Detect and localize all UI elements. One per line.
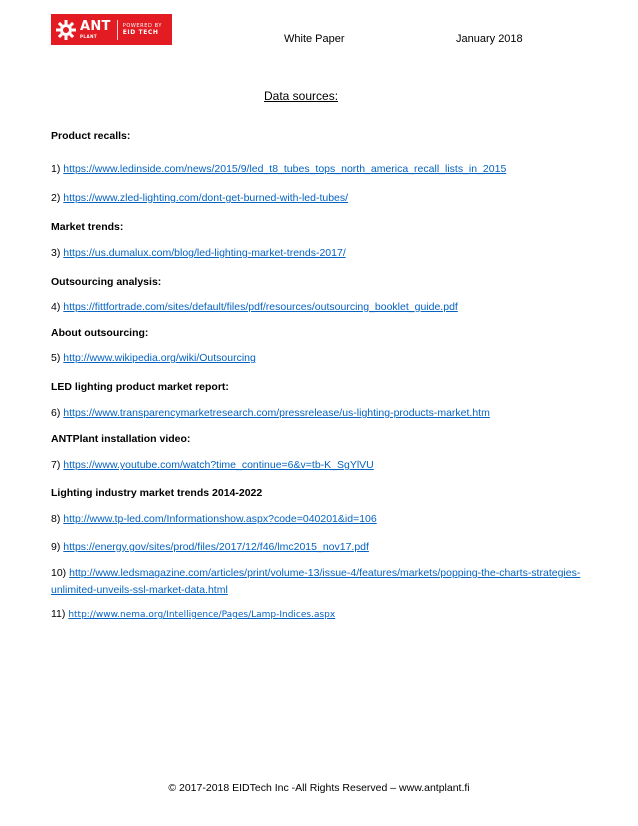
heading-installation-video: ANTPlant installation video:	[51, 433, 191, 445]
header-title: White Paper	[284, 33, 345, 45]
reference-link[interactable]: http://www.tp-led.com/Informationshow.aspx?code=040201&id=106	[63, 513, 377, 525]
reference-link[interactable]: http://www.wikipedia.org/wiki/Outsourcing	[63, 352, 256, 364]
reference-number: 4)	[51, 301, 61, 313]
reference-link[interactable]: https://us.dumalux.com/blog/led-lighting-market-trends-2017/	[63, 247, 346, 259]
reference-item	[51, 608, 335, 620]
reference-item	[51, 407, 490, 419]
logo-powered-by: POWERED BY EID TECH	[122, 23, 163, 36]
reference-link[interactable]: http://www.nema.org/Intelligence/Pages/Lamp-Indices.aspx	[68, 610, 336, 620]
reference-item	[51, 565, 591, 599]
header-date: January 2018	[456, 33, 523, 45]
reference-number: 6)	[51, 407, 61, 419]
brand-logo	[51, 14, 172, 45]
reference-item	[51, 352, 256, 364]
reference-item	[51, 247, 346, 259]
section-heading: Data sources:	[264, 89, 339, 103]
heading-outsourcing-analysis: Outsourcing analysis:	[51, 276, 162, 288]
reference-number: 1)	[51, 163, 61, 175]
reference-item	[51, 541, 369, 553]
reference-number: 11)	[51, 608, 66, 620]
reference-number: 7)	[51, 459, 61, 471]
reference-item	[51, 192, 348, 204]
reference-number: 5)	[51, 352, 61, 364]
reference-item	[51, 513, 377, 525]
gear-icon	[55, 19, 77, 41]
logo-divider	[117, 20, 118, 40]
reference-link[interactable]: https://www.transparencymarketresearch.com/pressrelease/us-lighting-products-market.htm	[63, 407, 490, 419]
reference-number: 9)	[51, 541, 61, 553]
reference-item	[51, 163, 506, 175]
reference-link[interactable]: https://energy.gov/sites/prod/files/2017/12/f46/lmc2015_nov17.pdf	[63, 541, 369, 553]
heading-industry-trends: Lighting industry market trends 2014-2022	[51, 487, 263, 499]
reference-link[interactable]: https://fittfortrade.com/sites/default/files/pdf/resources/outsourcing_booklet_guide.pdf	[63, 301, 458, 313]
heading-product-recalls: Product recalls:	[51, 130, 131, 142]
reference-item	[51, 459, 374, 471]
reference-link[interactable]: https://www.youtube.com/watch?time_continue=6&v=tb-K_SgYlVU	[63, 459, 374, 471]
reference-number: 8)	[51, 513, 61, 525]
heading-led-market-report: LED lighting product market report:	[51, 381, 229, 393]
reference-link[interactable]: https://www.ledinside.com/news/2015/9/led_t8_tubes_tops_north_america_recall_lists_in_2015	[63, 163, 507, 175]
reference-number: 2)	[51, 192, 61, 204]
heading-about-outsourcing: About outsourcing:	[51, 327, 149, 339]
reference-number: 3)	[51, 247, 61, 259]
reference-number: 10)	[51, 567, 67, 579]
reference-link[interactable]: https://www.zled-lighting.com/dont-get-burned-with-led-tubes/	[63, 192, 349, 204]
reference-item	[51, 301, 458, 313]
logo-brand-text: ANT PLANT	[80, 19, 111, 39]
page-footer: © 2017-2018 EIDTech Inc -All Rights Reserved – www.antplant.fi	[168, 782, 470, 794]
reference-link[interactable]: http://www.ledsmagazine.com/articles/print/volume-13/issue-4/features/markets/popping-the-charts-strategies-unlimited-unveils-ssl-market-data.html	[51, 567, 581, 596]
heading-market-trends: Market trends:	[51, 221, 124, 233]
